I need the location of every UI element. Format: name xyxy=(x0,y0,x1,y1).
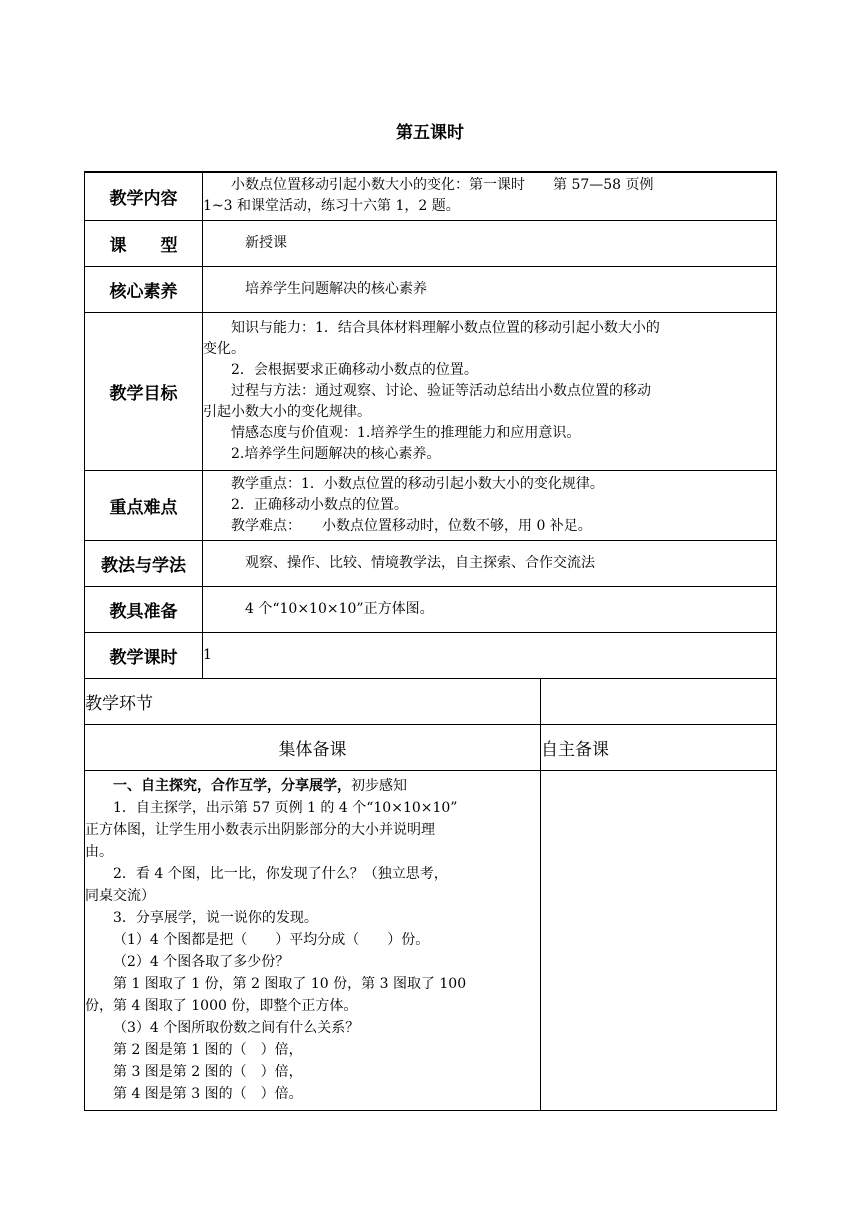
value-methods: 观察、操作、比较、情境教学法，自主探索、合作交流法 xyxy=(203,540,777,586)
page-title: 第五课时 xyxy=(396,123,464,143)
body-line: 2．看 4 个图，比一比，你发现了什么？（独立思考， xyxy=(113,866,448,882)
label-type-b: 型 xyxy=(160,235,178,256)
row-methods xyxy=(85,540,777,586)
label-type-a: 课 xyxy=(109,235,127,256)
body-line: 1．自主探学，出示第 57 页例 1 的 4 个“10×10×10” xyxy=(113,800,458,816)
body-line: （3）4 个图所取份数之间有什么关系？ xyxy=(113,1020,360,1036)
collective-prep-body xyxy=(85,770,541,1110)
goal-line: 知识与能力：1．结合具体材料理解小数点位置的移动引起小数大小的 xyxy=(231,319,660,336)
row-core xyxy=(85,266,777,312)
label-core: 核心素养 xyxy=(85,266,203,312)
step-heading-rest: 初步感知 xyxy=(351,778,407,794)
lesson-plan-table xyxy=(84,171,777,1111)
value-tools: 4 个“10×10×10”正方体图。 xyxy=(203,586,777,632)
row-hours xyxy=(85,632,777,678)
row-tools xyxy=(85,586,777,632)
row-prep-headers xyxy=(85,724,777,770)
label-hours: 教学课时 xyxy=(85,632,203,678)
row-body xyxy=(85,770,777,1110)
value-content xyxy=(203,172,777,220)
body-line: 第 4 图是第 3 图的（ ）倍。 xyxy=(113,1086,303,1102)
step-heading: 一、自主探究，合作互学，分享展学， xyxy=(113,778,351,794)
row-content xyxy=(85,172,777,220)
body-line: 由。 xyxy=(85,844,113,860)
label-tools: 教具准备 xyxy=(85,586,203,632)
value-key-points xyxy=(203,470,777,540)
row-key-points xyxy=(85,470,777,540)
body-line: 第 1 图取了 1 份，第 2 图取了 10 份，第 3 图取了 100 xyxy=(113,976,467,992)
row-goals xyxy=(85,312,777,470)
body-line: 3．分享展学，说一说你的发现。 xyxy=(113,910,318,926)
label-goals: 教学目标 xyxy=(85,312,203,470)
label-content: 教学内容 xyxy=(85,172,203,220)
goal-line: 过程与方法：通过观察、讨论、验证等活动总结出小数点位置的移动 xyxy=(231,382,651,399)
self-prep-header: 自主备课 xyxy=(541,724,777,770)
value-hours: 1 xyxy=(203,632,777,678)
stage-empty-cell xyxy=(541,678,777,724)
key-line: 教学难点： 小数点位置移动时，位数不够，用 0 补足。 xyxy=(231,517,592,534)
goal-line: 情感态度与价值观：1.培养学生的推理能力和应用意识。 xyxy=(231,424,581,441)
label-type xyxy=(85,220,203,266)
content-line-2: 1~3 和课堂活动，练习十六第 1，2 题。 xyxy=(203,198,460,215)
key-line: 2．正确移动小数点的位置。 xyxy=(231,496,408,513)
self-prep-body xyxy=(541,770,777,1110)
label-key-points: 重点难点 xyxy=(85,470,203,540)
body-line: 份，第 4 图取了 1000 份，即整个正方体。 xyxy=(85,998,358,1014)
collective-prep-header: 集体备课 xyxy=(85,724,541,770)
content-line-1: 小数点位置移动引起小数大小的变化：第一课时 第 57—58 页例 xyxy=(231,177,654,194)
row-stage xyxy=(85,678,777,724)
body-line: 第 2 图是第 1 图的（ ）倍， xyxy=(113,1042,303,1058)
body-line: 第 3 图是第 2 图的（ ）倍， xyxy=(113,1064,303,1080)
body-line: （1）4 个图都是把（ ）平均分成（ ）份。 xyxy=(113,932,430,948)
value-type: 新授课 xyxy=(203,220,777,266)
goal-line: 变化。 xyxy=(203,340,245,357)
key-line: 教学重点：1．小数点位置的移动引起小数大小的变化规律。 xyxy=(231,475,604,492)
body-line: 正方体图，让学生用小数表示出阴影部分的大小并说明理 xyxy=(85,822,435,838)
goal-line: 2.培养学生问题解决的核心素养。 xyxy=(231,445,441,462)
body-line: 同桌交流） xyxy=(85,888,155,904)
goal-line: 引起小数大小的变化规律。 xyxy=(203,403,371,420)
body-line: （2）4 个图各取了多少份？ xyxy=(113,954,290,970)
value-goals xyxy=(203,312,777,470)
label-methods: 教法与学法 xyxy=(85,540,203,586)
row-type xyxy=(85,220,777,266)
value-core: 培养学生问题解决的核心素养 xyxy=(203,266,777,312)
stage-header: 教学环节 xyxy=(85,678,541,724)
goal-line: 2．会根据要求正确移动小数点的位置。 xyxy=(231,361,478,378)
